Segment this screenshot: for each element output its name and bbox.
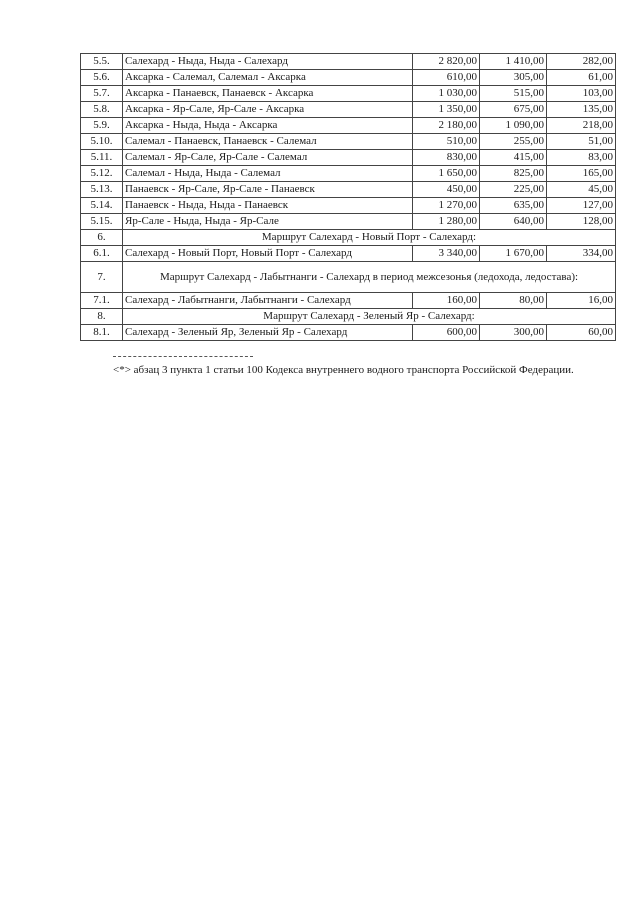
row-number: 8. bbox=[81, 309, 123, 325]
section-row bbox=[81, 230, 616, 246]
route-name: Панаевск - Ныда, Ныда - Панаевск bbox=[123, 198, 413, 214]
section-title: Маршрут Салехард - Новый Порт - Салехард: bbox=[123, 230, 616, 246]
row-number: 5.6. bbox=[81, 70, 123, 86]
row-number: 5.11. bbox=[81, 150, 123, 166]
route-name: Яр-Сале - Ныда, Ныда - Яр-Сале bbox=[123, 214, 413, 230]
fare-value: 16,00 bbox=[547, 293, 616, 309]
fare-value: 635,00 bbox=[480, 198, 547, 214]
row-number: 5.13. bbox=[81, 182, 123, 198]
row-number: 5.8. bbox=[81, 102, 123, 118]
fare-value: 1 090,00 bbox=[480, 118, 547, 134]
row-number: 5.12. bbox=[81, 166, 123, 182]
fare-value: 1 650,00 bbox=[413, 166, 480, 182]
row-number: 5.14. bbox=[81, 198, 123, 214]
fare-value: 415,00 bbox=[480, 150, 547, 166]
fare-value: 218,00 bbox=[547, 118, 616, 134]
row-number: 5.5. bbox=[81, 54, 123, 70]
fare-value: 830,00 bbox=[413, 150, 480, 166]
fare-value: 60,00 bbox=[547, 325, 616, 341]
footnote-text: <*> абзац 3 пункта 1 статьи 100 Кодекса внутреннего водного транспорта Российской Федерации. bbox=[113, 364, 574, 376]
fare-value: 1 030,00 bbox=[413, 86, 480, 102]
route-name: Салехард - Новый Порт, Новый Порт - Салехард bbox=[123, 246, 413, 262]
fare-value: 165,00 bbox=[547, 166, 616, 182]
section-title: Маршрут Салехард - Зеленый Яр - Салехард: bbox=[123, 309, 616, 325]
table-row bbox=[81, 150, 616, 166]
fare-value: 825,00 bbox=[480, 166, 547, 182]
route-name: Аксарка - Панаевск, Панаевск - Аксарка bbox=[123, 86, 413, 102]
fare-value: 334,00 bbox=[547, 246, 616, 262]
fare-value: 83,00 bbox=[547, 150, 616, 166]
row-number: 7. bbox=[81, 262, 123, 293]
table-row bbox=[81, 86, 616, 102]
fare-value: 45,00 bbox=[547, 182, 616, 198]
fare-value: 61,00 bbox=[547, 70, 616, 86]
fare-value: 450,00 bbox=[413, 182, 480, 198]
route-name: Салемал - Ныда, Ныда - Салемал bbox=[123, 166, 413, 182]
table-row bbox=[81, 70, 616, 86]
fare-value: 640,00 bbox=[480, 214, 547, 230]
fare-value: 2 820,00 bbox=[413, 54, 480, 70]
row-number: 5.7. bbox=[81, 86, 123, 102]
route-name: Салемал - Панаевск, Панаевск - Салемал bbox=[123, 134, 413, 150]
fare-value: 103,00 bbox=[547, 86, 616, 102]
table-row bbox=[81, 198, 616, 214]
route-name: Аксарка - Ныда, Ныда - Аксарка bbox=[123, 118, 413, 134]
route-name: Аксарка - Салемал, Салемал - Аксарка bbox=[123, 70, 413, 86]
section-title: Маршрут Салехард - Лабытнанги - Салехард в период межсезонья (ледохода, ледостава): bbox=[123, 262, 616, 293]
fare-value: 80,00 bbox=[480, 293, 547, 309]
fare-value: 127,00 bbox=[547, 198, 616, 214]
fare-value: 1 270,00 bbox=[413, 198, 480, 214]
table-row bbox=[81, 293, 616, 309]
table-row bbox=[81, 246, 616, 262]
fare-value: 515,00 bbox=[480, 86, 547, 102]
table-row bbox=[81, 134, 616, 150]
fare-value: 128,00 bbox=[547, 214, 616, 230]
fare-value: 510,00 bbox=[413, 134, 480, 150]
route-name: Аксарка - Яр-Сале, Яр-Сале - Аксарка bbox=[123, 102, 413, 118]
row-number: 5.15. bbox=[81, 214, 123, 230]
table-row bbox=[81, 54, 616, 70]
fare-value: 300,00 bbox=[480, 325, 547, 341]
fare-value: 305,00 bbox=[480, 70, 547, 86]
fare-value: 282,00 bbox=[547, 54, 616, 70]
route-name: Салемал - Яр-Сале, Яр-Сале - Салемал bbox=[123, 150, 413, 166]
route-name: Салехард - Зеленый Яр, Зеленый Яр - Салехард bbox=[123, 325, 413, 341]
fare-value: 610,00 bbox=[413, 70, 480, 86]
fare-value: 255,00 bbox=[480, 134, 547, 150]
fares-table-body bbox=[81, 54, 616, 341]
section-row bbox=[81, 262, 616, 293]
table-row bbox=[81, 118, 616, 134]
fare-value: 51,00 bbox=[547, 134, 616, 150]
fare-value: 600,00 bbox=[413, 325, 480, 341]
row-number: 8.1. bbox=[81, 325, 123, 341]
fare-value: 1 350,00 bbox=[413, 102, 480, 118]
fare-value: 160,00 bbox=[413, 293, 480, 309]
fare-value: 3 340,00 bbox=[413, 246, 480, 262]
fare-value: 2 180,00 bbox=[413, 118, 480, 134]
row-number: 6. bbox=[81, 230, 123, 246]
footnote-divider bbox=[113, 356, 253, 357]
fare-value: 1 280,00 bbox=[413, 214, 480, 230]
table-row bbox=[81, 214, 616, 230]
row-number: 5.10. bbox=[81, 134, 123, 150]
route-name: Панаевск - Яр-Сале, Яр-Сале - Панаевск bbox=[123, 182, 413, 198]
fare-value: 225,00 bbox=[480, 182, 547, 198]
table-row bbox=[81, 102, 616, 118]
row-number: 7.1. bbox=[81, 293, 123, 309]
fares-table bbox=[80, 53, 616, 341]
route-name: Салехард - Ныда, Ныда - Салехард bbox=[123, 54, 413, 70]
fare-value: 1 670,00 bbox=[480, 246, 547, 262]
fare-value: 675,00 bbox=[480, 102, 547, 118]
row-number: 6.1. bbox=[81, 246, 123, 262]
fare-value: 1 410,00 bbox=[480, 54, 547, 70]
fare-value: 135,00 bbox=[547, 102, 616, 118]
row-number: 5.9. bbox=[81, 118, 123, 134]
route-name: Салехард - Лабытнанги, Лабытнанги - Салехард bbox=[123, 293, 413, 309]
table-row bbox=[81, 325, 616, 341]
table-row bbox=[81, 166, 616, 182]
table-row bbox=[81, 182, 616, 198]
section-row bbox=[81, 309, 616, 325]
